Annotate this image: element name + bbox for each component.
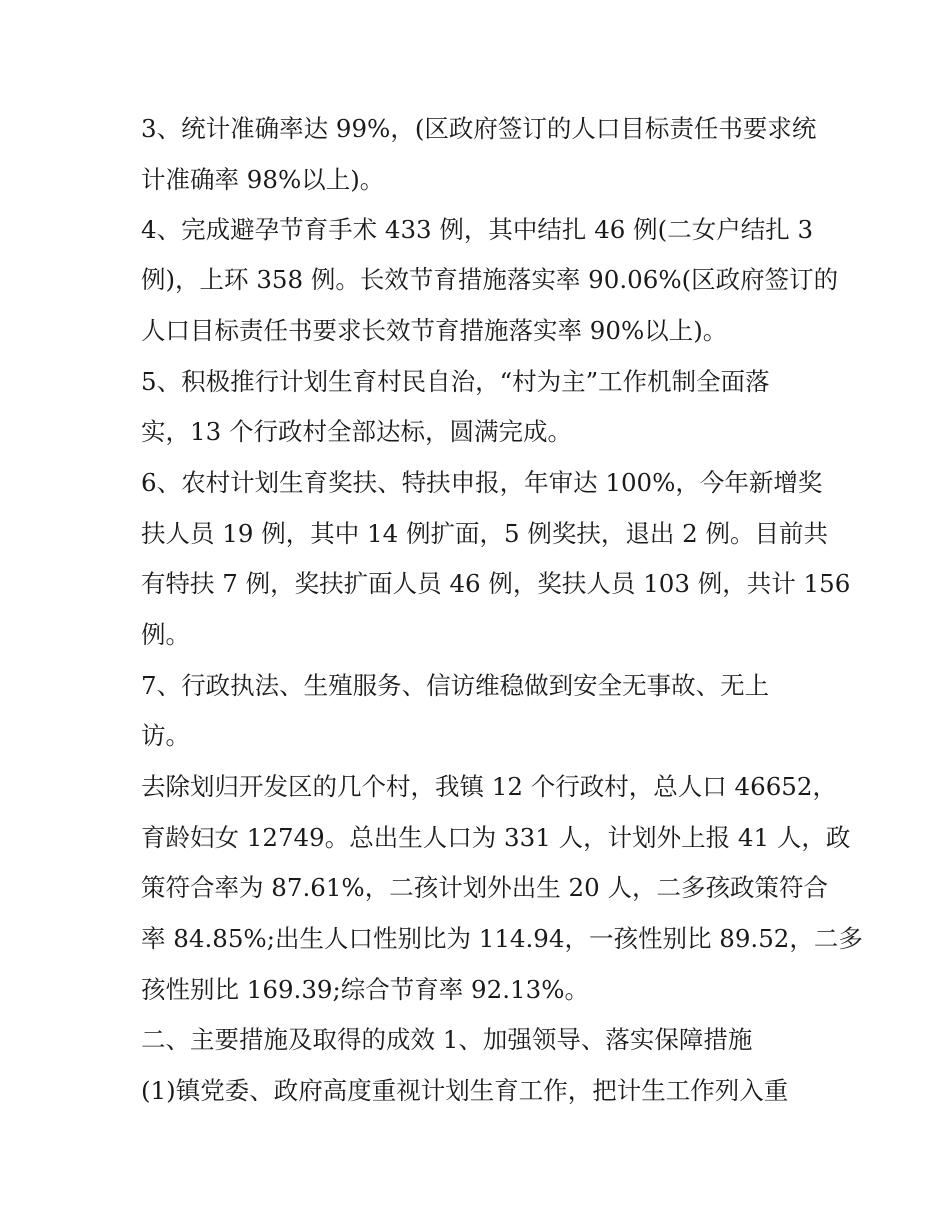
text-line: 去除划归开发区的几个村，我镇 12 个行政村，总人口 46652， [141,772,837,801]
text-line: 6、农村计划生育奖扶、特扶申报，年审达 100%，今年新增奖 [141,468,823,497]
text-line: 例。 [141,620,190,649]
text-line: 计准确率 98%以上)。 [141,165,385,194]
text-line: 策符合率为 87.61%，二孩计划外出生 20 人，二多孩政策符合 [141,873,828,902]
text-line: 3、统计准确率达 99%，(区政府签订的人口目标责任书要求统 [141,114,817,143]
text-line: 7、行政执法、生殖服务、信访维稳做到安全无事故、无上 [141,671,770,700]
text-line: 实，13 个行政村全部达标，圆满完成。 [141,417,572,446]
text-line: 人口目标责任书要求长效节育措施落实率 90%以上)。 [141,316,728,345]
text-line: 有特扶 7 例，奖扶扩面人员 46 例，奖扶人员 103 例，共计 156 [141,569,851,598]
text-line: 4、完成避孕节育手术 433 例，其中结扎 46 例(二女户结扎 3 [141,215,814,244]
text-line: 二、主要措施及取得的成效 1、加强领导、落实保障措施 [141,1025,753,1054]
text-line: 5、积极推行计划生育村民自治，“村为主”工作机制全面落 [141,367,770,396]
text-line: 率 84.85%;出生人口性别比为 114.94，一孩性别比 89.52，二多 [141,924,863,953]
text-line: (1)镇党委、政府高度重视计划生育工作，把计生工作列入重 [141,1076,789,1105]
text-line: 访。 [141,721,190,750]
text-line: 扶人员 19 例，其中 14 例扩面，5 例奖扶，退出 2 例。目前共 [141,519,829,548]
text-line: 育龄妇女 12749。总出生人口为 331 人，计划外上报 41 人，政 [141,823,851,852]
text-line: 例)，上环 358 例。长效节育措施落实率 90.06%(区政府签订的 [141,265,839,294]
text-line: 孩性别比 169.39;综合节育率 92.13%。 [141,975,589,1004]
